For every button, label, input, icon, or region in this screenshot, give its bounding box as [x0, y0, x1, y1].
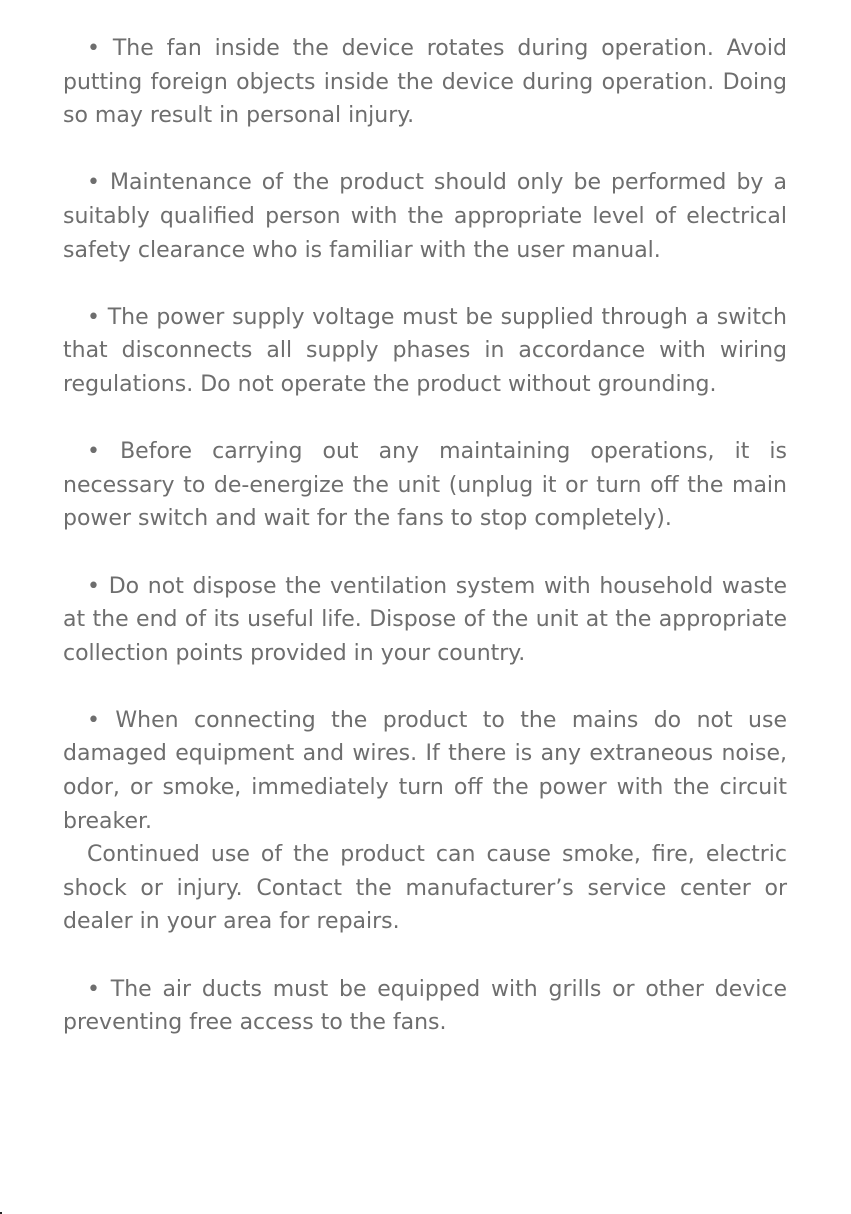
- paragraph-spacer: [63, 267, 787, 301]
- safety-item-air-ducts: • The air ducts must be equipped with grills or other device preventing free access to the fans.: [63, 976, 787, 1036]
- paragraph-spacer: [63, 670, 787, 704]
- safety-item-disposal: • Do not dispose the ventilation system with household waste at the end of its useful life. Dispose of the unit at the appropriate collection points provided in your country.: [63, 573, 787, 666]
- paragraph-spacer: [63, 402, 787, 436]
- safety-item-fan-rotation: • The fan inside the device rotates during operation. Avoid putting foreign objects inside the device during operation. Doing so may result in personal injury.: [63, 36, 787, 129]
- safety-item-maintenance: • Maintenance of the product should only be performed by a suitably qualified person with the appropriate level of electrical safety clearance who is familiar with the user manual.: [63, 170, 787, 263]
- safety-item-mains-connection: • When connecting the product to the mains do not use damaged equipment and wires. If there is any extraneous noise, odor, or smoke, immediately turn off the power with the circuit breaker.: [63, 707, 787, 834]
- paragraph-spacer: [63, 536, 787, 570]
- paragraph-spacer: [63, 939, 787, 973]
- safety-item-continued-use: Continued use of the product can cause smoke, fire, electric shock or injury. Contact the manufacturer’s service center or dealer in your area for repairs.: [63, 842, 787, 935]
- paragraph-spacer: [63, 133, 787, 167]
- safety-instructions-page: [63, 32, 787, 1040]
- safety-item-power-supply: • The power supply voltage must be supplied through a switch that disconnects all supply phases in accordance with wiring regulations. Do not operate the product without grounding.: [63, 304, 787, 397]
- safety-item-de-energize: • Before carrying out any maintaining operations, it is necessary to de-energize the unit (unplug it or turn off the main power switch and wait for the fans to stop completely).: [63, 439, 787, 532]
